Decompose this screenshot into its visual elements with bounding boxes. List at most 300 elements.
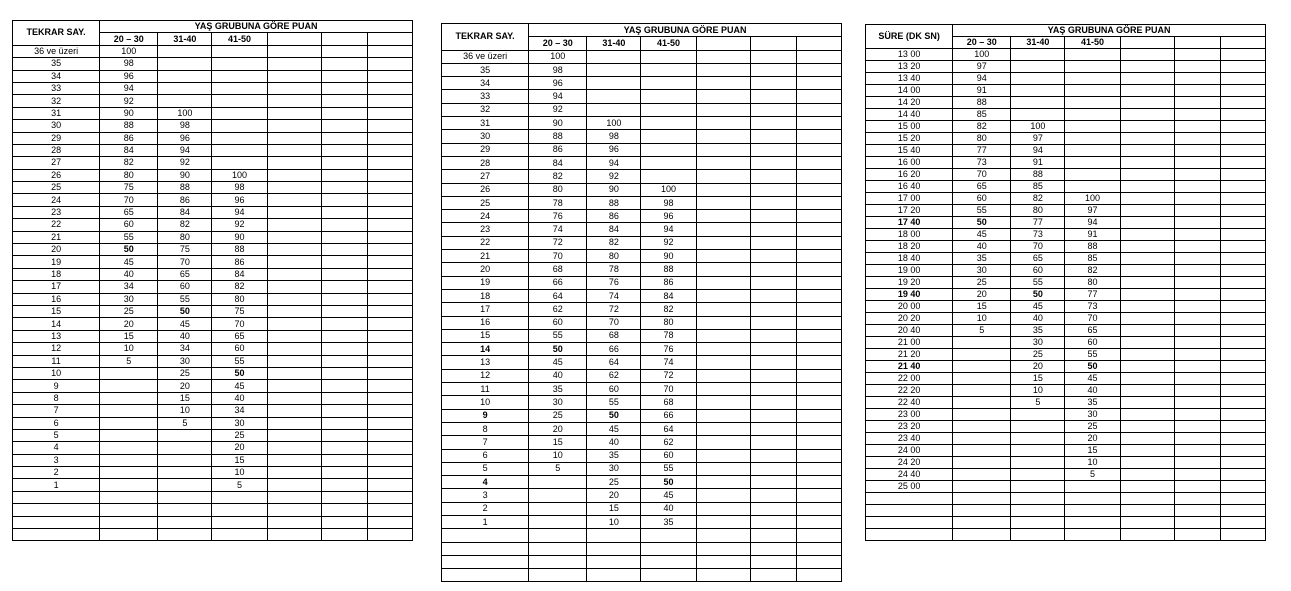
- empty-cell: [321, 45, 367, 57]
- score-cell: [158, 95, 212, 107]
- table-row: [13, 529, 413, 541]
- empty-cell: [367, 45, 412, 57]
- row-label: 21 40: [866, 361, 953, 373]
- empty-cell: [321, 516, 367, 528]
- empty-cell: [1220, 289, 1265, 301]
- empty-cell: [750, 303, 796, 316]
- empty-cell: [321, 194, 367, 206]
- row-label: 7: [13, 405, 100, 417]
- score-cell: [587, 50, 641, 63]
- table-row: [866, 85, 1266, 97]
- score-cell: 45: [1065, 373, 1120, 385]
- empty-column-header: [267, 33, 321, 45]
- score-cell: 35: [641, 515, 696, 528]
- score-cell: [529, 476, 587, 489]
- row-label: 13: [442, 356, 529, 369]
- score-cell: 90: [100, 107, 158, 119]
- score-cell: 10: [1065, 457, 1120, 469]
- table-row: [866, 49, 1266, 61]
- score-cell: [1065, 145, 1120, 157]
- empty-cell: [367, 219, 412, 231]
- empty-cell: [750, 383, 796, 396]
- empty-cell: [750, 343, 796, 356]
- table-row: [13, 367, 413, 379]
- table-row: [442, 515, 842, 528]
- empty-cell: [1220, 109, 1265, 121]
- age-column-header: 20 – 30: [953, 37, 1011, 49]
- empty-cell: [696, 77, 750, 90]
- table-row: [442, 329, 842, 342]
- score-cell: [100, 504, 158, 516]
- row-label: 33: [442, 90, 529, 103]
- table-row: [442, 409, 842, 422]
- row-label: [866, 529, 953, 541]
- empty-cell: [1220, 265, 1265, 277]
- row-label: 30: [13, 120, 100, 132]
- table-row: [442, 210, 842, 223]
- score-cell: [587, 90, 641, 103]
- empty-cell: [1174, 469, 1220, 481]
- score-cell: 20: [1011, 361, 1065, 373]
- empty-cell: [1174, 133, 1220, 145]
- score-cell: 75: [100, 182, 158, 194]
- table-row: [442, 289, 842, 302]
- score-cell: [1011, 73, 1065, 85]
- empty-cell: [321, 144, 367, 156]
- empty-cell: [321, 58, 367, 70]
- score-cell: [1065, 73, 1120, 85]
- table-row: [866, 409, 1266, 421]
- score-cell: [1065, 61, 1120, 73]
- empty-cell: [1174, 325, 1220, 337]
- score-cell: 92: [587, 170, 641, 183]
- score-cell: [641, 77, 696, 90]
- empty-cell: [796, 250, 841, 263]
- empty-cell: [796, 210, 841, 223]
- row-label: 18 00: [866, 229, 953, 241]
- score-cell: 50: [587, 409, 641, 422]
- empty-cell: [367, 82, 412, 94]
- empty-cell: [750, 156, 796, 169]
- score-cell: 70: [158, 256, 212, 268]
- table-row: [866, 73, 1266, 85]
- score-cell: 88: [953, 97, 1011, 109]
- table-row: [13, 467, 413, 479]
- empty-cell: [796, 329, 841, 342]
- table-row: [866, 457, 1266, 469]
- row-label: 3: [13, 454, 100, 466]
- table-row: [866, 493, 1266, 505]
- empty-cell: [1220, 85, 1265, 97]
- table-row: [866, 349, 1266, 361]
- score-cell: [641, 50, 696, 63]
- score-cell: 84: [587, 223, 641, 236]
- empty-cell: [1120, 529, 1174, 541]
- empty-cell: [696, 369, 750, 382]
- empty-cell: [796, 436, 841, 449]
- empty-cell: [367, 367, 412, 379]
- score-cell: [529, 529, 587, 542]
- score-table-repetition-2: [441, 23, 842, 582]
- empty-cell: [1120, 265, 1174, 277]
- row-label: 25: [13, 182, 100, 194]
- empty-cell: [367, 330, 412, 342]
- table-row: [866, 241, 1266, 253]
- score-cell: 10: [100, 343, 158, 355]
- empty-cell: [367, 70, 412, 82]
- table-row: [442, 343, 842, 356]
- table-row: [866, 121, 1266, 133]
- empty-cell: [321, 380, 367, 392]
- empty-cell: [750, 90, 796, 103]
- score-cell: [641, 156, 696, 169]
- row-label: 19 00: [866, 265, 953, 277]
- table-row: [442, 356, 842, 369]
- score-cell: 84: [641, 289, 696, 302]
- score-cell: [1065, 517, 1120, 529]
- score-cell: [953, 349, 1011, 361]
- group-header: YAŞ GRUBUNA GÖRE PUAN: [953, 25, 1266, 37]
- row-label: 28: [13, 144, 100, 156]
- score-cell: [1011, 445, 1065, 457]
- table-row: [442, 276, 842, 289]
- empty-cell: [796, 462, 841, 475]
- empty-cell: [1220, 229, 1265, 241]
- score-cell: 65: [100, 206, 158, 218]
- score-cell: 15: [1065, 445, 1120, 457]
- table-row: [866, 373, 1266, 385]
- score-cell: 60: [953, 193, 1011, 205]
- row-label: 9: [13, 380, 100, 392]
- score-cell: 72: [587, 303, 641, 316]
- score-cell: 30: [158, 355, 212, 367]
- empty-cell: [1174, 313, 1220, 325]
- empty-cell: [267, 343, 321, 355]
- table-row: [13, 206, 413, 218]
- score-cell: 85: [1065, 253, 1120, 265]
- score-cell: 60: [212, 343, 267, 355]
- score-cell: 72: [641, 369, 696, 382]
- score-cell: [212, 491, 267, 503]
- empty-cell: [1120, 193, 1174, 205]
- row-label: 18 40: [866, 253, 953, 265]
- score-cell: [587, 63, 641, 76]
- age-column-header: 41-50: [212, 33, 267, 45]
- empty-cell: [321, 355, 367, 367]
- score-cell: 94: [212, 206, 267, 218]
- score-cell: 85: [1011, 181, 1065, 193]
- empty-cell: [267, 330, 321, 342]
- table-row: [442, 90, 842, 103]
- score-cell: 66: [641, 409, 696, 422]
- score-cell: 94: [641, 223, 696, 236]
- row-label: 35: [442, 63, 529, 76]
- table-row: [866, 133, 1266, 145]
- score-cell: 25: [212, 429, 267, 441]
- empty-cell: [1174, 433, 1220, 445]
- empty-cell: [750, 396, 796, 409]
- group-header: YAŞ GRUBUNA GÖRE PUAN: [529, 24, 842, 37]
- empty-cell: [796, 117, 841, 130]
- score-cell: [158, 45, 212, 57]
- score-cell: 35: [529, 383, 587, 396]
- score-cell: 35: [1011, 325, 1065, 337]
- score-cell: 5: [529, 462, 587, 475]
- score-cell: 97: [953, 61, 1011, 73]
- score-cell: [953, 409, 1011, 421]
- score-cell: [1011, 481, 1065, 493]
- score-cell: 80: [953, 133, 1011, 145]
- score-cell: 75: [158, 244, 212, 256]
- score-cell: 60: [100, 219, 158, 231]
- score-cell: 88: [1011, 169, 1065, 181]
- row-label: 17 40: [866, 217, 953, 229]
- row-label: 32: [442, 103, 529, 116]
- empty-cell: [321, 491, 367, 503]
- score-cell: [953, 493, 1011, 505]
- score-cell: 88: [212, 244, 267, 256]
- score-cell: [212, 95, 267, 107]
- row-label: 15 00: [866, 121, 953, 133]
- score-cell: [529, 569, 587, 582]
- empty-cell: [796, 383, 841, 396]
- score-cell: 68: [641, 396, 696, 409]
- table-row: [866, 193, 1266, 205]
- table-row: [13, 58, 413, 70]
- row-label: 16: [13, 293, 100, 305]
- empty-cell: [1220, 505, 1265, 517]
- row-label: 29: [13, 132, 100, 144]
- score-cell: [953, 433, 1011, 445]
- score-cell: [1011, 529, 1065, 541]
- score-cell: 90: [587, 183, 641, 196]
- empty-cell: [696, 50, 750, 63]
- row-label: 23: [442, 223, 529, 236]
- table-row: [13, 405, 413, 417]
- empty-cell: [267, 467, 321, 479]
- score-cell: 25: [158, 367, 212, 379]
- score-cell: 73: [1065, 301, 1120, 313]
- empty-cell: [1174, 265, 1220, 277]
- empty-cell: [367, 491, 412, 503]
- empty-cell: [696, 555, 750, 568]
- row-label: 22 00: [866, 373, 953, 385]
- row-label: 24 40: [866, 469, 953, 481]
- score-cell: 73: [953, 157, 1011, 169]
- row-label: 24 20: [866, 457, 953, 469]
- empty-cell: [750, 50, 796, 63]
- row-label: 35: [13, 58, 100, 70]
- score-cell: 80: [641, 316, 696, 329]
- score-cell: [1011, 493, 1065, 505]
- score-cell: [100, 392, 158, 404]
- empty-cell: [367, 454, 412, 466]
- empty-cell: [321, 392, 367, 404]
- empty-cell: [796, 130, 841, 143]
- empty-cell: [367, 169, 412, 181]
- empty-cell: [696, 210, 750, 223]
- empty-cell: [750, 569, 796, 582]
- score-cell: 94: [1011, 145, 1065, 157]
- table-row: [442, 117, 842, 130]
- table-row: [442, 489, 842, 502]
- score-cell: [953, 421, 1011, 433]
- empty-cell: [1120, 337, 1174, 349]
- table-row: [442, 436, 842, 449]
- score-cell: 50: [641, 476, 696, 489]
- empty-cell: [321, 82, 367, 94]
- empty-cell: [267, 144, 321, 156]
- empty-cell: [367, 355, 412, 367]
- table-row: [13, 82, 413, 94]
- score-cell: [158, 516, 212, 528]
- empty-cell: [1120, 49, 1174, 61]
- empty-cell: [696, 63, 750, 76]
- score-cell: 90: [641, 250, 696, 263]
- empty-cell: [367, 231, 412, 243]
- score-cell: 96: [529, 77, 587, 90]
- table-row: [13, 491, 413, 503]
- empty-cell: [1120, 133, 1174, 145]
- empty-cell: [796, 103, 841, 116]
- table-row: [442, 223, 842, 236]
- score-cell: 88: [1065, 241, 1120, 253]
- score-cell: [1065, 49, 1120, 61]
- empty-cell: [750, 103, 796, 116]
- score-cell: 45: [587, 422, 641, 435]
- empty-cell: [1174, 49, 1220, 61]
- empty-column-header: [367, 33, 412, 45]
- empty-cell: [321, 429, 367, 441]
- empty-cell: [1220, 217, 1265, 229]
- empty-cell: [267, 82, 321, 94]
- score-cell: 96: [212, 194, 267, 206]
- empty-cell: [1174, 61, 1220, 73]
- table-row: [866, 145, 1266, 157]
- age-column-header: 31-40: [587, 37, 641, 50]
- empty-cell: [267, 318, 321, 330]
- empty-cell: [267, 194, 321, 206]
- table-row: [866, 97, 1266, 109]
- score-cell: 15: [100, 330, 158, 342]
- score-cell: 65: [158, 268, 212, 280]
- empty-cell: [750, 210, 796, 223]
- score-cell: 60: [641, 449, 696, 462]
- score-cell: [641, 555, 696, 568]
- age-column-header: 41-50: [641, 37, 696, 50]
- score-cell: 76: [587, 276, 641, 289]
- score-cell: 80: [1011, 205, 1065, 217]
- empty-cell: [1120, 469, 1174, 481]
- score-cell: 92: [158, 157, 212, 169]
- table-row: [13, 157, 413, 169]
- empty-cell: [1120, 61, 1174, 73]
- empty-cell: [796, 303, 841, 316]
- score-cell: 66: [587, 343, 641, 356]
- score-cell: 92: [212, 219, 267, 231]
- empty-cell: [1220, 73, 1265, 85]
- empty-cell: [696, 117, 750, 130]
- table-row: [866, 265, 1266, 277]
- score-cell: 50: [212, 367, 267, 379]
- score-cell: 70: [641, 383, 696, 396]
- empty-cell: [796, 422, 841, 435]
- table-row: [442, 170, 842, 183]
- score-cell: 50: [158, 305, 212, 317]
- empty-cell: [796, 396, 841, 409]
- table-row: [13, 219, 413, 231]
- row-label: 15: [442, 329, 529, 342]
- table-row: [442, 236, 842, 249]
- score-cell: [100, 516, 158, 528]
- score-cell: 80: [587, 250, 641, 263]
- empty-cell: [367, 144, 412, 156]
- score-cell: 82: [212, 281, 267, 293]
- score-cell: [158, 479, 212, 491]
- table-row: [13, 355, 413, 367]
- empty-column-header: [1220, 37, 1265, 49]
- score-cell: 40: [1011, 313, 1065, 325]
- score-cell: [1011, 505, 1065, 517]
- empty-cell: [321, 256, 367, 268]
- empty-cell: [1220, 457, 1265, 469]
- empty-cell: [367, 467, 412, 479]
- score-cell: 78: [529, 196, 587, 209]
- row-label: 29: [442, 143, 529, 156]
- score-cell: 98: [529, 63, 587, 76]
- row-label: 19: [13, 256, 100, 268]
- empty-cell: [367, 392, 412, 404]
- score-cell: 88: [529, 130, 587, 143]
- empty-cell: [696, 223, 750, 236]
- score-cell: 98: [100, 58, 158, 70]
- empty-cell: [321, 454, 367, 466]
- score-cell: [100, 491, 158, 503]
- score-cell: 74: [641, 356, 696, 369]
- score-cell: 75: [212, 305, 267, 317]
- table-row: [13, 504, 413, 516]
- row-label: 23 40: [866, 433, 953, 445]
- row-label: 20: [13, 244, 100, 256]
- score-cell: 94: [587, 156, 641, 169]
- empty-cell: [321, 330, 367, 342]
- score-cell: 30: [587, 462, 641, 475]
- score-cell: 86: [212, 256, 267, 268]
- score-cell: 5: [1065, 469, 1120, 481]
- empty-cell: [367, 120, 412, 132]
- row-label: 15 20: [866, 133, 953, 145]
- empty-cell: [1174, 301, 1220, 313]
- row-label: 8: [13, 392, 100, 404]
- table-row: [442, 555, 842, 568]
- empty-cell: [321, 107, 367, 119]
- score-cell: 65: [1011, 253, 1065, 265]
- table-row: [866, 313, 1266, 325]
- score-cell: [1011, 49, 1065, 61]
- score-cell: 35: [1065, 397, 1120, 409]
- table-row: [866, 433, 1266, 445]
- empty-cell: [796, 170, 841, 183]
- row-label: [13, 491, 100, 503]
- empty-cell: [1220, 421, 1265, 433]
- empty-cell: [750, 515, 796, 528]
- row-label: 2: [442, 502, 529, 515]
- table-row: [13, 256, 413, 268]
- empty-cell: [321, 70, 367, 82]
- empty-cell: [1120, 205, 1174, 217]
- empty-cell: [696, 316, 750, 329]
- empty-cell: [696, 263, 750, 276]
